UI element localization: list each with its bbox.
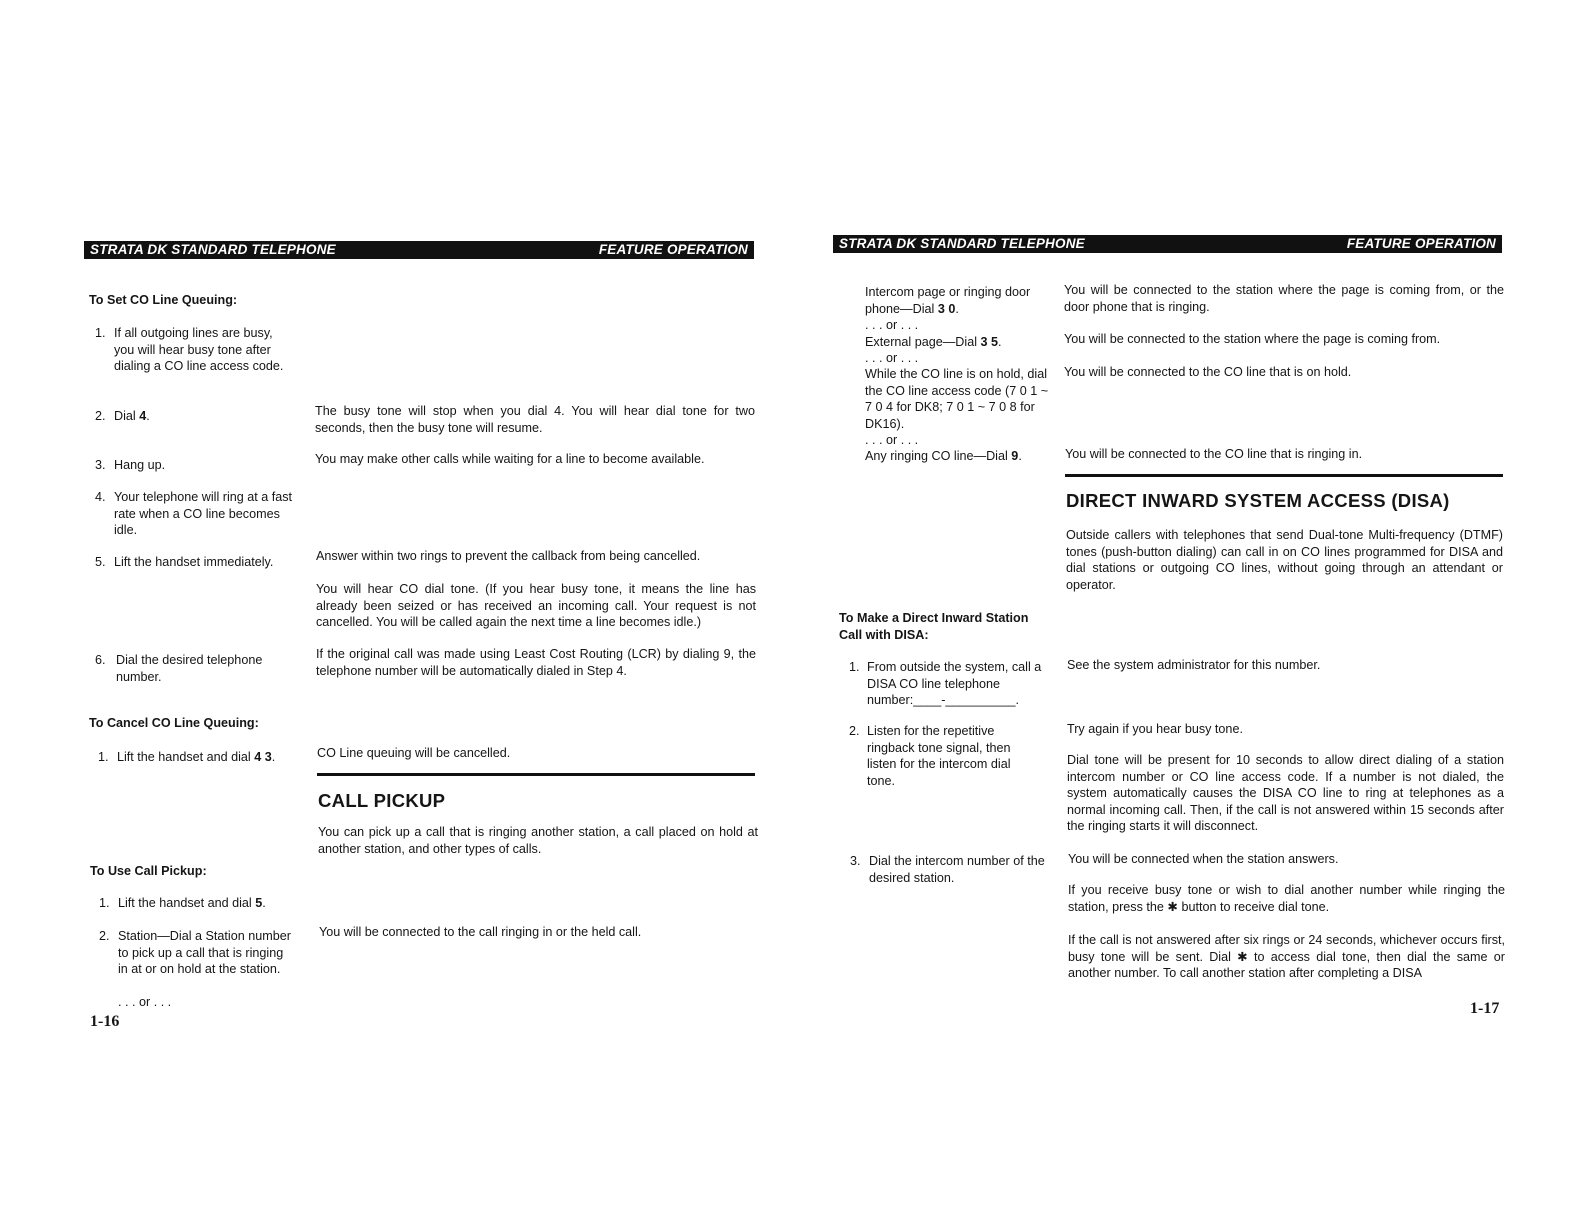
disa-step-number: 1. [849,660,860,674]
disa-step-description: You will be connected when the station answers. [1068,852,1339,866]
dial-key: 4 3 [254,750,272,764]
set-step-number: 6. [95,653,106,667]
step-text-pre: Intercom page or ringing door phone—Dial [865,285,1031,316]
external-page-text [865,334,1050,351]
ringing-line-description: You will be connected to the CO line that is ringing in. [1065,447,1363,461]
cancel-step-number: 1. [98,750,109,764]
right-page-number: 1-17 [1470,1000,1500,1017]
left-header-title: STRATA DK STANDARD TELEPHONE [90,242,336,257]
set-step-description: If the original call was made using Least Cost Routing (LCR) by dialing 9, the telephone number will be automatically dialed in Step 4. [316,647,756,678]
or-separator: . . . or . . . [865,318,919,332]
dial-key: 3 5 [980,335,999,349]
cancel-queuing-heading: To Cancel CO Line Queuing: [89,716,259,730]
hold-line-text: While the CO line is on hold, dial the CO line access code (7 0 1 ~ 7 0 4 for DK8; 7 0 1 ~ 7 0 8 for DK16). [865,367,1049,431]
set-step-number: 4. [95,490,106,504]
step-text-post: . [262,896,266,910]
set-step-text: Dial the desired telephone number. [116,653,263,684]
disa-step-description: Try again if you hear busy tone. [1067,722,1243,736]
disa-intro: Outside callers with telephones that send Dual-tone Multi-frequency (DTMF) tones (push-button dialing) can call in on CO lines programmed for DISA and dial stations or outgoing CO lines, without going through an attendant or operator. [1066,528,1503,592]
left-page-header-bar [84,241,754,259]
disa-step-number: 2. [849,724,860,738]
disa-heading [839,610,1054,643]
intercom-page-text [865,284,1050,317]
step-text-post: . [271,750,276,764]
step-text-post: . [998,335,1002,349]
step-text-pre: External page—Dial [865,335,981,349]
pickup-step-or: . . . or . . . [118,995,172,1009]
cancel-step-text [117,749,307,766]
step-text-pre: Lift the handset and dial [117,750,255,764]
set-step-text [114,408,294,425]
intercom-page-description: You will be connected to the station where the page is coming from, or the door phone that is ringing. [1064,283,1504,314]
step-text-post: . [955,301,959,316]
step-text-pre: Dial [114,409,140,423]
set-step-description-extra: You will hear CO dial tone. (If you hear busy tone, it means the line has already been seized or has received an incoming call. Your request is not cancelled. You will be called again the next time a line becomes idle.) [316,582,756,630]
set-queuing-heading: To Set CO Line Queuing: [89,293,238,307]
right-header-title: STRATA DK STANDARD TELEPHONE [839,236,1085,251]
set-step-text: Hang up. [114,458,166,472]
dial-key: 5 [255,896,263,910]
step-text-pre: Any ringing CO line—Dial [865,449,1012,463]
set-step-text: Your telephone will ring at a fast rate when a CO line becomes idle. [114,490,293,538]
right-page-header-bar [833,235,1502,253]
left-page-number: 1-16 [90,1013,120,1030]
pickup-step-number: 2. [99,929,110,943]
set-step-text: If all outgoing lines are busy, you will hear busy tone after dialing a CO line access code. [114,326,284,374]
set-step-description: Answer within two rings to prevent the callback from being cancelled. [316,549,701,563]
set-step-number: 2. [95,409,106,423]
disa-step-description-extra: Dial tone will be present for 10 seconds to allow direct dialing of a station intercom number or CO line access code. If a number is not dialed, the system automatically causes the DISA CO line to ring at telephones as a normal incoming call. Then, if the call is not answered within 15 seconds after the ringing starts it will disconnect. [1067,753,1504,834]
section-divider [1065,474,1503,477]
dial-key: 3 0 [937,301,956,316]
hold-line-description: You will be connected to the CO line that is on hold. [1064,365,1352,379]
external-page-description: You will be connected to the station where the page is coming from. [1064,332,1441,346]
set-step-description: You may make other calls while waiting for a line to become available. [315,452,705,466]
or-separator: . . . or . . . [865,433,919,447]
call-pickup-intro: You can pick up a call that is ringing another station, a call placed on hold at another station, and other types of calls. [318,825,758,856]
set-step-description: The busy tone will stop when you dial 4. You will hear dial tone for two seconds, then the busy tone will resume. [315,404,755,435]
pickup-step-text [118,895,308,912]
dial-key: 4 [139,409,147,423]
disa-step-text: Listen for the repetitive ringback tone signal, then listen for the intercom dial tone. [867,724,1011,788]
section-divider [317,773,755,776]
disa-step-description-extra: If the call is not answered after six rings or 24 seconds, whichever occurs first, busy tone will be sent. Dial ✱ to access dial tone, then dial the same or another number. To call another station after completing a DISA [1068,933,1505,981]
cancel-step-description: CO Line queuing will be cancelled. [317,746,511,760]
disa-step-description: See the system administrator for this number. [1067,658,1321,672]
disa-step-text: Dial the intercom number of the desired station. [869,854,1045,885]
pickup-step-text: Station—Dial a Station number to pick up a call that is ringing in at or on hold at the station. [118,929,291,977]
left-header-section: FEATURE OPERATION [598,242,748,257]
pickup-step-number: 1. [99,896,110,910]
step-text-post: . [1018,449,1022,463]
call-pickup-title: CALL PICKUP [318,790,446,811]
disa-step-text: From outside the system, call a DISA CO line telephone number:____-__________. [867,660,1042,708]
set-step-text: Lift the handset immediately. [114,555,274,569]
set-step-number: 5. [95,555,106,569]
set-step-number: 1. [95,326,106,340]
disa-step-number: 3. [850,854,861,868]
disa-title: DIRECT INWARD SYSTEM ACCESS (DISA) [1066,490,1450,511]
step-text-pre: Lift the handset and dial [118,896,256,910]
or-separator: . . . or . . . [865,351,919,365]
dial-key: 9 [1011,449,1019,463]
right-header-section: FEATURE OPERATION [1346,236,1496,251]
disa-step-description-extra: If you receive busy tone or wish to dial another number while ringing the station, press the ✱ button to receive dial tone. [1068,883,1505,914]
pickup-step-description: You will be connected to the call ringing in or the held call. [319,925,642,939]
call-pickup-heading: To Use Call Pickup: [90,864,207,878]
disa-heading-text: To Make a Direct Inward Station Call with DISA: [839,611,1029,642]
step-text-post: . [146,409,150,423]
ringing-line-text [865,448,1050,465]
set-step-number: 3. [95,458,106,472]
